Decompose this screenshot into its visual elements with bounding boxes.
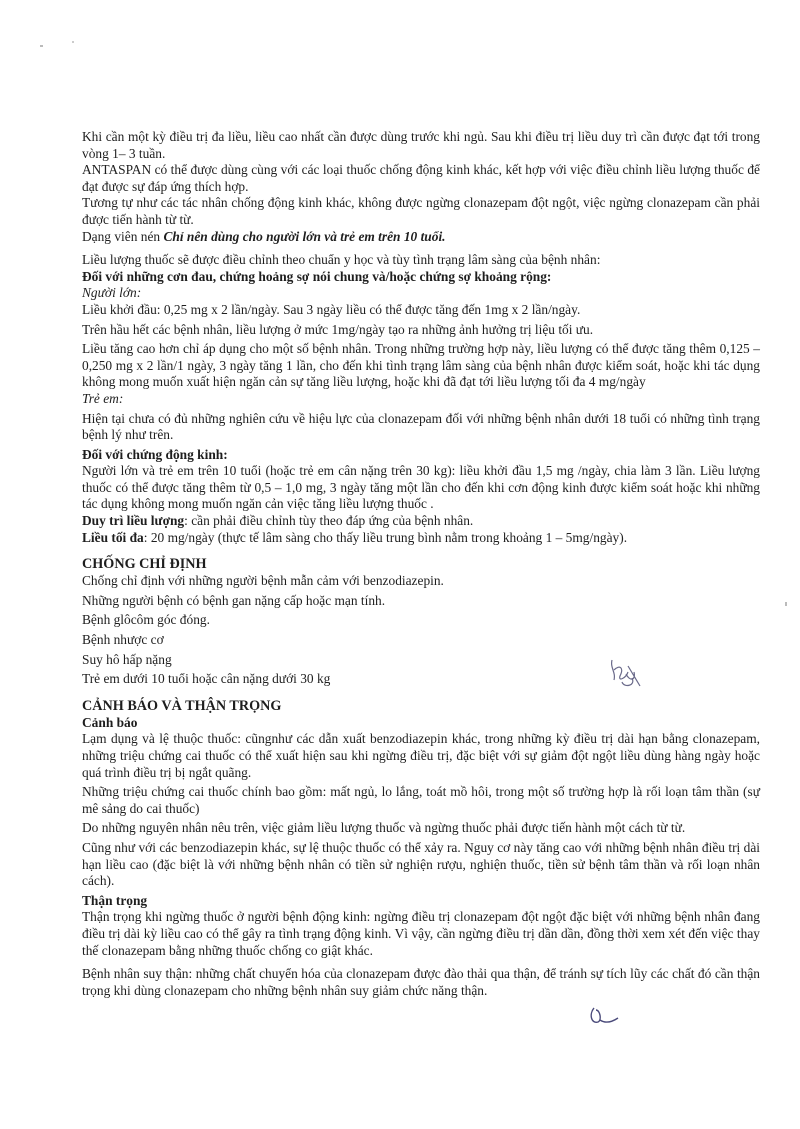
maintenance-text: : cần phải điều chỉnh tùy theo đáp ứng của bệnh nhân. bbox=[184, 513, 474, 529]
warning-paragraph-2: Những triệu chứng cai thuốc chính bao gồm: mất ngủ, lo lắng, toát mồ hôi, trong một số trường hợp là rối loạn tâm thần (sự mê sảng do cai thuốc) bbox=[82, 784, 760, 816]
scan-speck bbox=[785, 602, 787, 606]
precaution-subheading: Thận trọng bbox=[82, 892, 148, 908]
leaflet-page bbox=[82, 129, 760, 999]
handwritten-mark bbox=[588, 1004, 624, 1028]
dosage-paragraph-3: Tương tự như các tác nhân chống động kinh khác, không được ngừng clonazepam đột ngột, việc ngừng clonazepam cần phải được tiến hành từ từ. bbox=[82, 195, 760, 227]
panic-adult-paragraph-3: Liều tăng cao hơn chỉ áp dụng cho một số bệnh nhân. Trong những trường hợp này, liều lượng có thể được tăng thêm 0,125 – 0,250 mg x 2 lần/1 ngày, 3 ngày tăng 1 lần, cho đến khi tình trạng lâm sàng của bệnh nhân được kiểm soát, hoặc khi tác dụng không mong muốn xuất hiện ngăn cản sự tăng liều lượng, hoặc khi đã đạt tới liều lượng tối đa 4 mg/ngày bbox=[82, 341, 760, 390]
contraindications-heading: CHỐNG CHỈ ĐỊNH bbox=[82, 556, 207, 573]
panic-adult-label: Người lớn: bbox=[82, 285, 142, 301]
contraindication-item: Bệnh glôcôm góc đóng. bbox=[82, 612, 210, 628]
dosage-paragraph-2: ANTASPAN có thể được dùng cùng với các loại thuốc chống động kinh khác, kết hợp với việc điều chỉnh liều lượng thuốc để đạt được sự đáp ứng thích hợp. bbox=[82, 162, 760, 194]
panic-heading: Đối với những cơn đau, chứng hoảng sợ nói chung và/hoặc chứng sợ khoảng rộng: bbox=[82, 268, 552, 284]
contraindication-item: Những người bệnh có bệnh gan nặng cấp hoặc mạn tính. bbox=[82, 592, 386, 608]
dosage-paragraph-1: Khi cần một kỳ điều trị đa liều, liều cao nhất cần được dùng trước khi ngủ. Sau khi điều trị liều duy trì cần được đạt tới trong vòng 1– 3 tuần. bbox=[82, 129, 760, 161]
panic-adult-paragraph-2: Trên hầu hết các bệnh nhân, liều lượng ở mức 1mg/ngày tạo ra những ảnh hưởng trị liệu tối ưu. bbox=[82, 321, 594, 337]
contraindication-item: Chống chỉ định với những người bệnh mẫn cảm với benzodiazepin. bbox=[82, 573, 444, 589]
contraindication-item: Trẻ em dưới 10 tuổi hoặc cân nặng dưới 30 kg bbox=[82, 671, 331, 687]
maintenance-label: Duy trì liều lượng bbox=[82, 513, 185, 529]
max-dose-text: : 20 mg/ngày (thực tế lâm sàng cho thấy liều trung bình nằm trong khoảng 1 – 5mg/ngày). bbox=[143, 529, 628, 545]
warning-paragraph-4: Cũng như với các benzodiazepin khác, sự lệ thuộc thuốc có thể xảy ra. Nguy cơ này tăng cao với những bệnh nhân điều trị dài hạn liều cao (đặc biệt là với những bệnh nhân có tiền sử nghiện rượu, nghiện thuốc, tiền sử bệnh tâm thần và rối loạn nhân cách). bbox=[82, 839, 760, 889]
panic-child-paragraph: Hiện tại chưa có đủ những nghiên cứu về hiệu lực của clonazepam đối với những bệnh nhân dưới 18 tuổi có những tình trạng bệnh lý như trên. bbox=[82, 410, 760, 443]
dosage-form-prefix: Dạng viên nén bbox=[82, 228, 164, 244]
contraindication-item: Bệnh nhược cơ bbox=[82, 632, 164, 648]
scan-speck bbox=[40, 45, 43, 47]
warnings-heading: CẢNH BÁO VÀ THẬN TRỌNG bbox=[82, 697, 282, 714]
dosage-form-emphasis: Chỉ nên dùng cho người lớn và trẻ em trên 10 tuổi. bbox=[163, 228, 446, 244]
precaution-paragraph-2: Bệnh nhân suy thận: những chất chuyển hóa của clonazepam được đào thải qua thận, để tránh sự tích lũy các chất đó cần thận trọng khi dùng clonazepam cho những bệnh nhân suy giảm chức năng thận. bbox=[82, 966, 760, 998]
warning-subheading: Cảnh báo bbox=[82, 714, 138, 730]
dosage-adjustment-note: Liều lượng thuốc sẽ được điều chỉnh theo chuẩn y học và tùy tình trạng lâm sàng của bệnh nhân: bbox=[82, 252, 601, 268]
maintenance-dose bbox=[82, 513, 760, 530]
warning-paragraph-3: Do những nguyên nhân nêu trên, việc giảm liều lượng thuốc và ngừng thuốc phải được tiến hành một cách từ từ. bbox=[82, 820, 686, 836]
max-dose-label: Liều tối đa bbox=[82, 529, 144, 545]
contraindications-list bbox=[82, 573, 760, 688]
dosage-form-note bbox=[82, 229, 760, 246]
contraindication-item: Suy hô hấp nặng bbox=[82, 651, 172, 667]
epilepsy-heading: Đối với chứng động kinh: bbox=[82, 446, 228, 462]
scan-speck bbox=[72, 41, 74, 43]
panic-child-label: Trẻ em: bbox=[82, 390, 124, 406]
panic-adult-paragraph-1: Liều khởi đầu: 0,25 mg x 2 lần/ngày. Sau 3 ngày liều có thể được tăng đến 1mg x 2 lần/ngày. bbox=[82, 301, 581, 317]
precaution-paragraph-1: Thận trọng khi ngừng thuốc ở người bệnh động kinh: ngừng điều trị clonazepam đột ngột đặc biệt với những bệnh nhân đang điều trị dài kỳ liều cao có thể gây ra tình trạng động kinh. Vì vậy, cần ngừng điều trị dần dần, đồng thời xem xét đến việc thay thế clonazepam bằng những thuốc chống co giật khác. bbox=[82, 909, 760, 958]
maximum-dose bbox=[82, 530, 760, 547]
warning-paragraph-1: Lạm dụng và lệ thuộc thuốc: cũngnhư các dẫn xuất benzodiazepin khác, trong những kỳ điều trị dài hạn bằng clonazepam, những triệu chứng cai thuốc có thể xuất hiện sau khi ngừng điều trị, đặc biệt với sự giảm đột ngột liều dùng hàng ngày hoặc quá trình điều trị bị ngắt quãng. bbox=[82, 731, 760, 780]
epilepsy-paragraph: Người lớn và trẻ em trên 10 tuổi (hoặc trẻ em cân nặng trên 30 kg): liều khởi đầu 1,5 mg /ngày, chia làm 3 lần. Liều lượng thuốc có thể được tăng thêm từ 0,5 – 1,0 mg, 3 ngày tăng một lần cho đến khi cơn động kinh được kiểm soát hoặc khi những tác dụng không mong muốn ngăn cản việc tăng liều lượng thuốc . bbox=[82, 463, 760, 512]
